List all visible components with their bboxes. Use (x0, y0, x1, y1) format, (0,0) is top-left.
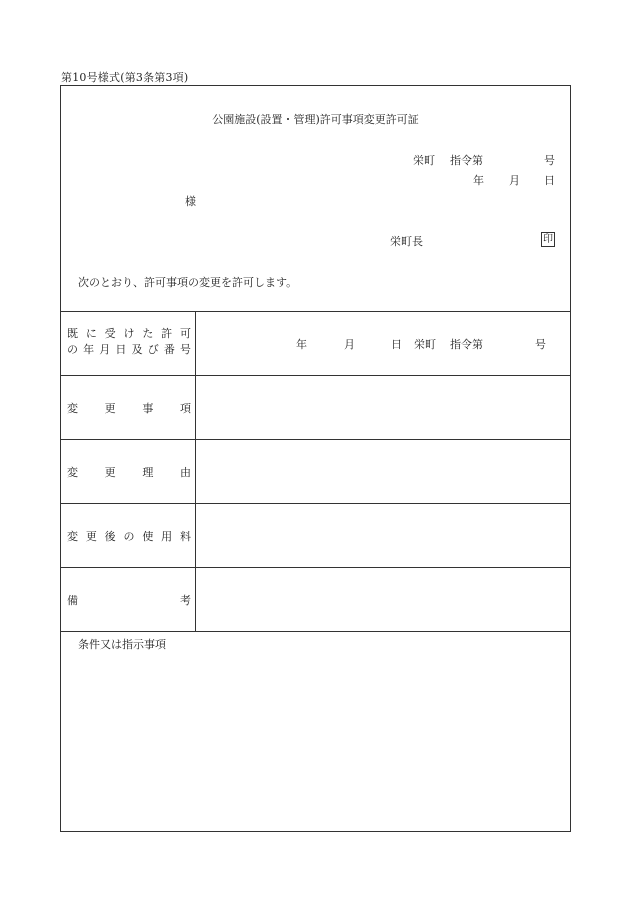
prior-permit-day: 日 (391, 338, 402, 351)
document-title: 公園施設(設置・管理)許可事項変更許可証 (212, 113, 419, 126)
prior-permit-label (67, 326, 191, 358)
issuer-prefix: 栄町 (413, 154, 435, 167)
row-divider (61, 567, 570, 568)
seal-icon: 印 (543, 234, 553, 245)
permit-form (60, 85, 571, 832)
directive-label: 指令第 (450, 154, 483, 167)
conditions-label: 条件又は指示事項 (78, 638, 166, 651)
permit-statement: 次のとおり、許可事項の変更を許可します。 (78, 276, 298, 289)
form-number: 第10号様式(第3条第3項) (61, 71, 189, 84)
prior-permit-month: 月 (344, 338, 355, 351)
prior-permit-directive: 指令第 (450, 338, 483, 351)
column-divider (195, 311, 196, 631)
mayor-label: 栄町長 (390, 235, 423, 248)
addressee-suffix: 様 (185, 195, 196, 208)
prior-permit-suffix: 号 (535, 338, 546, 351)
remarks-label: 備考 (67, 594, 191, 607)
number-suffix: 号 (544, 154, 555, 167)
change-reason-label: 変更理由 (67, 466, 191, 479)
table-top-border (61, 311, 570, 312)
row-divider (61, 375, 570, 376)
date-month: 月 (509, 174, 520, 187)
change-item-label: 変更事項 (67, 402, 191, 415)
prior-permit-year: 年 (296, 338, 307, 351)
row-divider (61, 503, 570, 504)
prior-permit-label-line2: の年月日及び番号 (67, 343, 191, 356)
table-bottom-border (61, 631, 570, 632)
date-year: 年 (473, 174, 484, 187)
row-divider (61, 439, 570, 440)
fee-after-change-label: 変更後の使用料 (67, 530, 191, 543)
date-day: 日 (544, 174, 555, 187)
prior-permit-issuer: 栄町 (414, 338, 436, 351)
seal-mark (541, 232, 555, 247)
prior-permit-label-line1: 既に受けた許可 (67, 327, 191, 340)
